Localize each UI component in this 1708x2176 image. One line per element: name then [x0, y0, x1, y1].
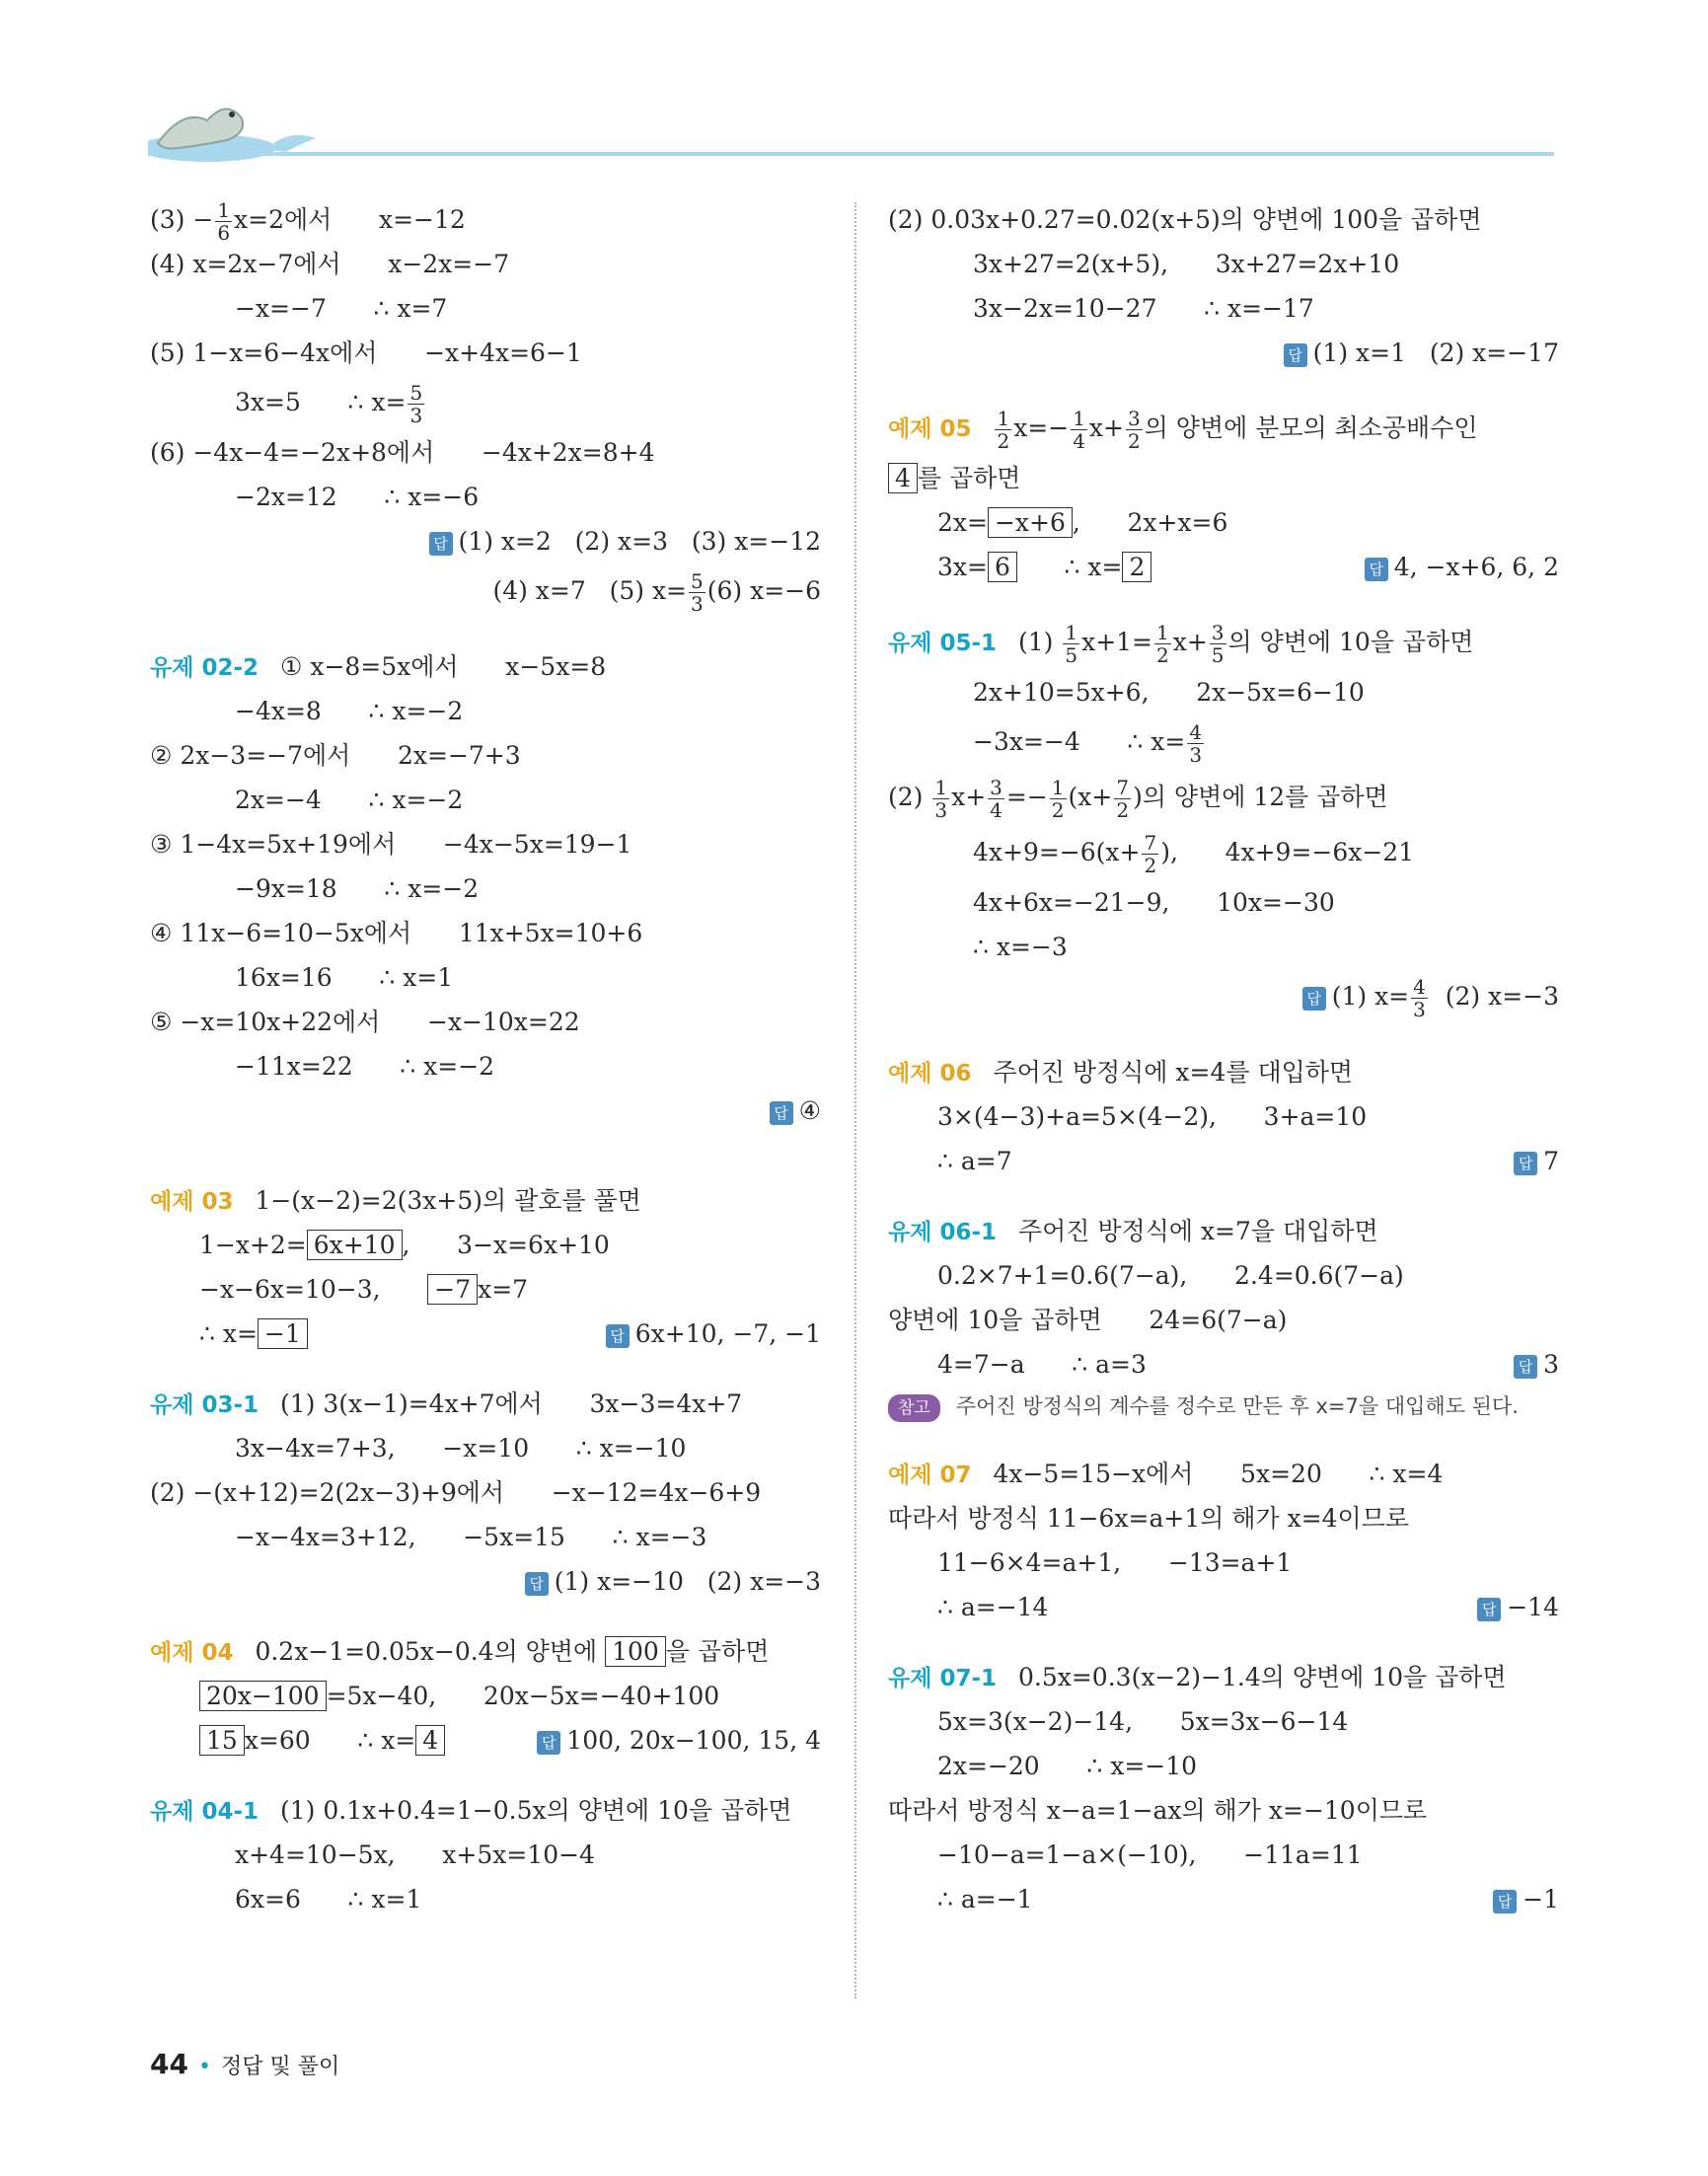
column-divider [854, 202, 856, 1998]
solution-line: 따라서 방정식 x−a=1−ax의 해가 x=−10이므로 [888, 1796, 1428, 1825]
note-tag: 참고 [888, 1394, 940, 1422]
solution-line: 11−6×4=a+1, −13=a+1 [937, 1548, 1293, 1577]
solution-line: 16x=16 ∴ x=1 [235, 963, 454, 992]
footer-title: 정답 및 풀이 [220, 2055, 340, 2079]
solution-line: −x−6x=10−3, −7 x=7 [199, 1275, 529, 1304]
answer-tag: 답 [770, 1101, 793, 1125]
solution-line: 3x= 6 ∴ x= 2 답 4, −x+6, 6, 2 [937, 553, 1559, 581]
blank-box: 2 [1122, 552, 1151, 582]
blank-box: −1 [258, 1318, 308, 1349]
fraction: $\frac{1}{6}$ [217, 198, 231, 245]
problem-label: 예제 07 [888, 1463, 972, 1488]
answer-tag: 답 [525, 1572, 549, 1596]
blank-box: 100 [605, 1636, 666, 1667]
problem-e07: 예제 07 4x−5=15−x에서 5x=20 ∴ x=4 [888, 1460, 1444, 1488]
problem-e04: 예제 04 0.2x−1=0.05x−0.4의 양변에 100 을 곱하면 [150, 1637, 770, 1666]
problem-label: 유제 07-1 [888, 1666, 997, 1691]
problem-e06: 예제 06 주어진 방정식에 x=4를 대입하면 [888, 1058, 1354, 1087]
solution-line: 15 x=60 ∴ x= 4 답 100, 20x−100, 15, 4 [150, 1718, 821, 1763]
answer-tag: 답 [1302, 987, 1326, 1011]
solution-line: (4) x=2x−7에서 x−2x=−7 [150, 250, 510, 278]
fraction: $\frac{1}{2}$ [1156, 621, 1169, 667]
solution-line: (6) −4x−4=−2x+8에서 −4x+2x=8+4 [150, 438, 655, 467]
answer-tag: 답 [1477, 1598, 1501, 1621]
solution-line: −4x=8 ∴ x=−2 [235, 697, 464, 725]
solution-line: ② 2x−3=−7에서 2x=−7+3 [150, 741, 521, 770]
blank-box: 4 [415, 1725, 445, 1756]
solution-line: (3) − $\frac{1}{6}$ x=2에서 x=−12 [150, 198, 466, 245]
solution-line: 양변에 10을 곱하면 24=6(7−a) [888, 1306, 1288, 1334]
solution-line: 2x=−4 ∴ x=−2 [235, 786, 464, 814]
solution-line: (2) $\frac{1}{3}$ x+ $\frac{3}{4}$ =− $\frac{1}{2}$ (x+ $\frac{7}{2}$ )의 양변에 12를 곱하면 [888, 776, 1388, 822]
solution-line: 20x−100 =5x−40, 20x−5x=−40+100 [150, 1674, 821, 1718]
footer-dot: • [197, 2055, 211, 2079]
solution-line: ∴ a=7 답 7 [937, 1147, 1559, 1175]
page-header [148, 89, 1554, 168]
solution-line: 3x=5 ∴ x= $\frac{5}{3}$ [235, 381, 423, 427]
solution-line: −11x=22 ∴ x=−2 [235, 1052, 495, 1081]
solution-line: ③ 1−4x=5x+19에서 −4x−5x=19−1 [150, 830, 632, 859]
fraction: $\frac{1}{2}$ [997, 407, 1010, 453]
blank-box: 4 [888, 463, 918, 493]
solution-line: ④ 11x−6=10−5x에서 11x+5x=10+6 [150, 919, 643, 947]
page-footer [150, 2048, 339, 2080]
solution-line: 4 를 곱하면 [888, 456, 1559, 500]
answer-line: 답 (1) x= $\frac{4}{3}$ (2) x=−3 [888, 969, 1559, 1024]
fraction: $\frac{5}{3}$ [409, 381, 423, 427]
fraction: $\frac{4}{3}$ [1189, 720, 1203, 767]
solution-line: 1−x+2= 6x+10 , 3−x=6x+10 [199, 1231, 610, 1259]
problem-label: 유제 06-1 [888, 1220, 997, 1245]
fraction: $\frac{3}{5}$ [1211, 621, 1225, 667]
answer-tag: 답 [1284, 343, 1307, 367]
problem-u02-2: 유제 02-2 ① x−8=5x에서 x−5x=8 [150, 652, 607, 681]
answer-tag: 답 [1514, 1152, 1537, 1175]
solution-line: ∴ x= −1 답 6x+10, −7, −1 [199, 1319, 821, 1348]
fraction: $\frac{1}{4}$ [1073, 407, 1085, 453]
right-column [888, 197, 1559, 1921]
solution-line: 3×(4−3)+a=5×(4−2), 3+a=10 [937, 1102, 1368, 1131]
solution-line: −10−a=1−a×(−10), −11a=11 [937, 1840, 1363, 1869]
solution-line: 6x=6 ∴ x=1 [235, 1885, 422, 1913]
solution-line: 2x= −x+6 , 2x+x=6 [937, 508, 1228, 537]
solution-line: −2x=12 ∴ x=−6 [235, 483, 480, 511]
fraction: $\frac{1}{2}$ [1051, 776, 1065, 822]
left-column [150, 197, 821, 1921]
blank-box: 6 [988, 552, 1017, 582]
fraction: $\frac{1}{5}$ [1065, 621, 1078, 667]
solution-line: 3x−4x=7+3, −x=10 ∴ x=−10 [235, 1434, 687, 1463]
solution-line: x+4=10−5x, x+5x=10−4 [235, 1840, 595, 1869]
problem-label: 예제 06 [888, 1061, 972, 1087]
problem-label: 예제 04 [150, 1640, 234, 1666]
fraction: $\frac{3}{2}$ [1127, 407, 1141, 453]
solution-line: −9x=18 ∴ x=−2 [235, 874, 480, 903]
fraction: $\frac{5}{3}$ [691, 569, 704, 616]
answer-tag: 답 [537, 1731, 560, 1755]
solution-line: 0.2×7+1=0.6(7−a), 2.4=0.6(7−a) [937, 1261, 1404, 1290]
problem-label: 유제 04-1 [150, 1799, 259, 1825]
answer-line: 답 (1) x=1 (2) x=−17 [888, 331, 1559, 375]
answer-tag: 답 [1514, 1355, 1537, 1379]
problem-label: 예제 05 [888, 416, 972, 442]
fraction: $\frac{7}{2}$ [1116, 776, 1130, 822]
solution-line: 4x+9=−6(x+ $\frac{7}{2}$ ), 4x+9=−6x−21 [973, 831, 1415, 877]
answer-line: 답 ④ [150, 1088, 821, 1133]
solution-line: ⑤ −x=10x+22에서 −x−10x=22 [150, 1008, 580, 1036]
problem-u07-1: 유제 07-1 0.5x=0.3(x−2)−1.4의 양변에 10을 곱하면 [888, 1663, 1507, 1691]
solution-line: 4=7−a ∴ a=3 답 3 [937, 1350, 1559, 1379]
fraction: $\frac{7}{2}$ [1144, 831, 1157, 877]
answer-tag: 답 [1493, 1890, 1517, 1913]
page-number: 44 [150, 2048, 188, 2080]
problem-label: 유제 03-1 [150, 1392, 259, 1418]
solution-line: 2x=−20 ∴ x=−10 [937, 1752, 1198, 1780]
solution-line: −x−4x=3+12, −5x=15 ∴ x=−3 [235, 1523, 707, 1551]
solution-line: 따라서 방정식 11−6x=a+1의 해가 x=4이므로 [888, 1504, 1410, 1533]
problem-label: 유제 05-1 [888, 631, 997, 656]
blank-box: −7 [427, 1274, 478, 1305]
solution-line: 5x=3(x−2)−14, 5x=3x−6−14 [937, 1707, 1349, 1736]
blank-box: 20x−100 [199, 1681, 327, 1711]
answer-tag: 답 [606, 1324, 630, 1348]
blank-box: −x+6 [988, 507, 1073, 538]
solution-line: 4x+6x=−21−9, 10x=−30 [973, 888, 1335, 917]
solution-line: ∴ a=−1 답 −1 [937, 1885, 1559, 1913]
problem-u05-1: 유제 05-1 (1) $\frac{1}{5}$ x+1= $\frac{1}{2}$ x+ $\frac{3}{5}$ 의 양변에 10을 곱하면 [888, 621, 1474, 667]
problem-u03-1: 유제 03-1 (1) 3(x−1)=4x+7에서 3x−3=4x+7 [150, 1389, 743, 1418]
solution-line: ∴ x=−3 [973, 933, 1068, 961]
solution-line: 3x+27=2(x+5), 3x+27=2x+10 [973, 250, 1400, 278]
solution-line: (5) 1−x=6−4x에서 −x+4x=6−1 [150, 338, 582, 367]
answer-tag: 답 [429, 532, 453, 556]
problem-e03: 예제 03 1−(x−2)=2(3x+5)의 괄호를 풀면 [150, 1186, 641, 1215]
header-rule [148, 152, 1554, 156]
fraction: $\frac{1}{3}$ [934, 776, 948, 822]
problem-e05: 예제 05 $\frac{1}{2}$ x=− $\frac{1}{4}$ x+ $\frac{3}{2}$ 의 양변에 분모의 최소공배수인 [888, 407, 1478, 453]
solution-line: −3x=−4 ∴ x= $\frac{4}{3}$ [973, 720, 1203, 767]
answer-line: 답 (1) x=−10 (2) x=−3 [150, 1559, 821, 1604]
answer-line: 답 (1) x=2 (2) x=3 (3) x=−12 [150, 519, 821, 563]
solution-line: (2) 0.03x+0.27=0.02(x+5)의 양변에 100을 곱하면 [888, 205, 1482, 234]
answer-tag: 답 [1365, 558, 1388, 581]
solution-line: 2x+10=5x+6, 2x−5x=6−10 [973, 678, 1365, 707]
solution-line: −x=−7 ∴ x=7 [235, 294, 448, 323]
blank-box: 15 [199, 1725, 245, 1756]
blank-box: 6x+10 [307, 1230, 403, 1260]
problem-label: 유제 02-2 [150, 655, 259, 681]
fraction: $\frac{3}{4}$ [990, 776, 1003, 822]
reference-note: 참고 주어진 방정식의 계수를 정수로 만든 후 x=7을 대입해도 된다. [888, 1387, 1559, 1426]
solution-line: (2) −(x+12)=2(2x−3)+9에서 −x−12=4x−6+9 [150, 1478, 762, 1507]
solution-line: 3x−2x=10−27 ∴ x=−17 [973, 294, 1314, 323]
solution-line: ∴ a=−14 답 −14 [937, 1593, 1559, 1621]
problem-u06-1: 유제 06-1 주어진 방정식에 x=7을 대입하면 [888, 1217, 1378, 1245]
problem-label: 예제 03 [150, 1189, 234, 1215]
answer-line: (4) x=7 (5) x= $\frac{5}{3}$ (6) x=−6 [492, 569, 821, 616]
fraction: $\frac{4}{3}$ [1413, 975, 1426, 1021]
problem-u04-1: 유제 04-1 (1) 0.1x+0.4=1−0.5x의 양변에 10을 곱하면 [150, 1796, 792, 1825]
